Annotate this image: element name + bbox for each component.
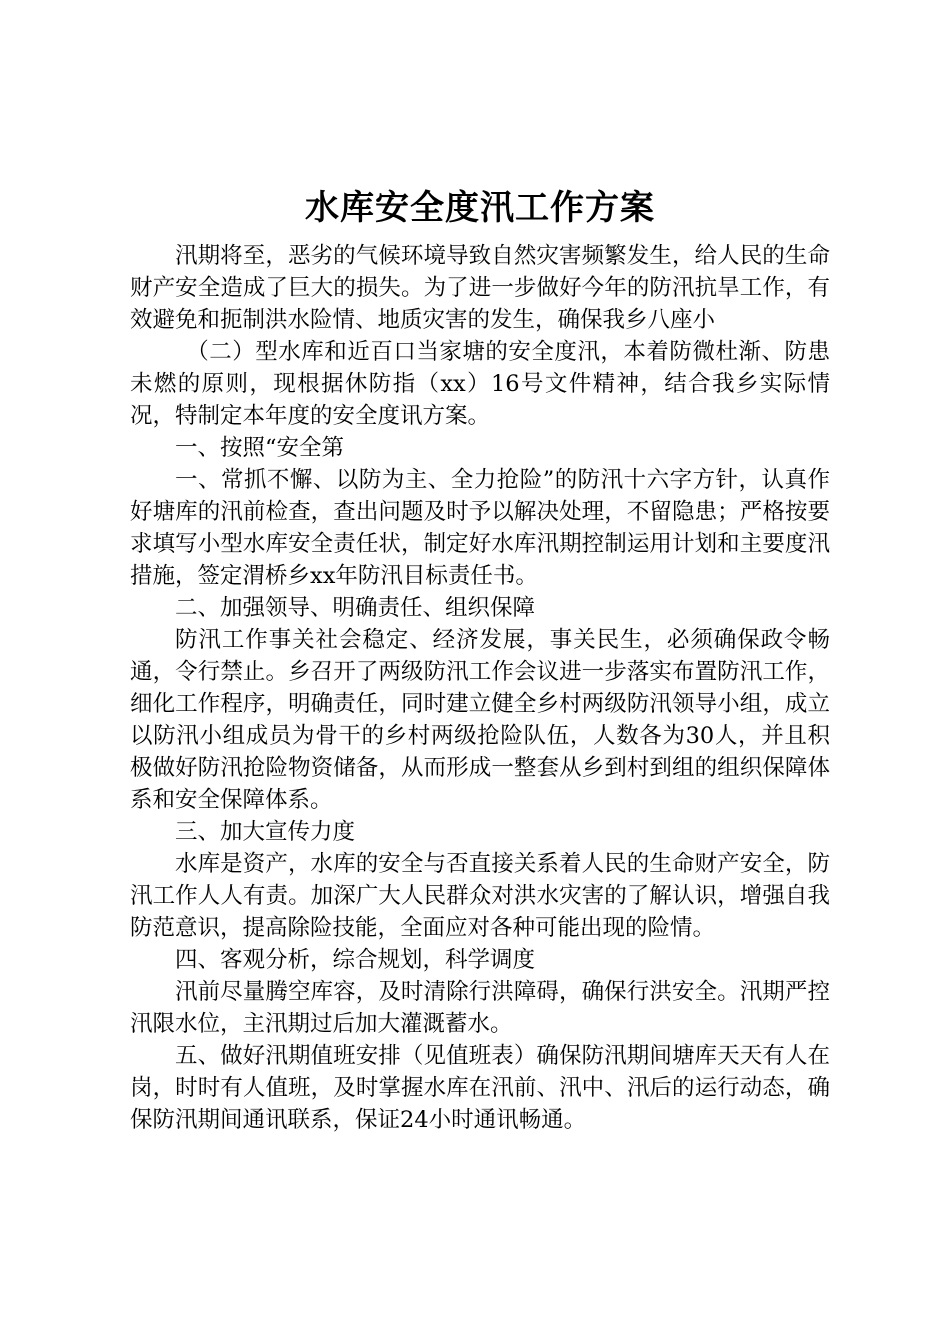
paragraph-section-1: 一、常抓不懈、以防为主、全力抢险”的防汛十六字方针，认真作好塘库的汛前检查，查出问题及时予以解决处理，不留隐患；严格按要求填写小型水库安全责任状，制定好水库汛期控制运用计划和主要度汛措施，签定渭桥乡xx年防汛目标责任书。: [130, 467, 830, 589]
paragraph-section-2: 防汛工作事关社会稳定、经济发展，事关民生，必须确保政令畅通，令行禁止。乡召开了两级防汛工作会议进一步落实布置防汛工作，细化工作程序，明确责任，同时建立健全乡村两级防汛领导小组，成立以防汛小组成员为骨干的乡村两级抢险队伍，人数各为30人，并且积极做好防汛抢险物资储备，从而形成一整套从乡到村到组的组织保障体系和安全保障体系。: [130, 627, 830, 813]
section-heading-4: 四、客观分析，综合规划，科学调度: [175, 947, 536, 973]
document-title: 水库安全度汛工作方案: [305, 188, 655, 228]
section-heading-1: 一、按照“安全第: [175, 435, 345, 461]
paragraph-section-3: 水库是资产，水库的安全与否直接关系着人民的生命财产安全，防汛工作人人有责。加深广大人民群众对洪水灾害的了解认识，增强自我防范意识，提高除险技能，全面应对各种可能出现的险情。: [130, 851, 830, 941]
section-heading-3: 三、加大宣传力度: [175, 819, 356, 845]
section-heading-2: 二、加强领导、明确责任、组织保障: [175, 595, 536, 621]
paragraph-intro-continued: （二）型水库和近百口当家塘的安全度汛，本着防微杜渐、防患未燃的原则，现根据休防指（xx）16号文件精神，结合我乡实际情况，特制定本年度的安全度讯方案。: [130, 339, 830, 429]
paragraph-intro: 汛期将至，恶劣的气候环境导致自然灾害频繁发生，给人民的生命财产安全造成了巨大的损失。为了进一步做好今年的防汛抗旱工作，有效避免和扼制洪水险情、地质灾害的发生，确保我乡八座小: [130, 243, 830, 333]
paragraph-section-5: 五、做好汛期值班安排（见值班表）确保防汛期间塘库天天有人在岗，时时有人值班，及时掌握水库在汛前、汛中、汛后的运行动态，确保防汛期间通讯联系，保证24小时通讯畅通。: [130, 1043, 830, 1133]
document-page: [130, 180, 830, 1136]
paragraph-section-4: 汛前尽量腾空库容，及时清除行洪障碍，确保行洪安全。汛期严控汛限水位，主汛期过后加大灌溉蓄水。: [130, 979, 830, 1037]
